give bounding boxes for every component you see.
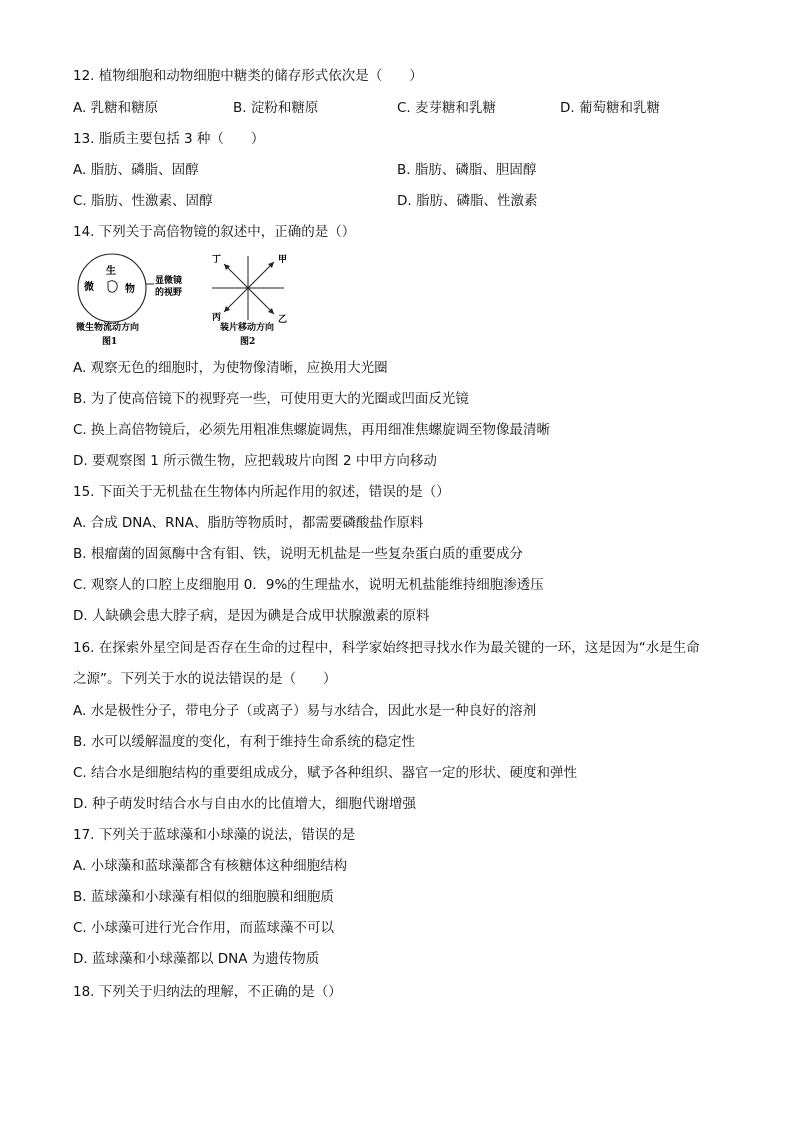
question-12-option-a: A. 乳糖和糖原 <box>73 100 159 116</box>
fig1-side-label-2: 的视野 <box>155 288 183 298</box>
question-16-stem-line-1: 16. 在探索外星空间是否存在生命的过程中，科学家始终把寻找水作为最关键的一环，这是因为“水是生命 <box>73 640 700 656</box>
fig2-label-jia: 甲 <box>278 255 288 265</box>
question-14-option-a: A. 观察无色的细胞时，为使物像清晰，应换用大光圈 <box>73 360 388 376</box>
question-16-option-b: B. 水可以缓解温度的变化，有利于维持生命系统的稳定性 <box>73 734 415 750</box>
fig2-label-bing: 丙 <box>212 313 222 323</box>
question-16-option-d: D. 种子萌发时结合水与自由水的比值增大，细胞代谢增强 <box>73 796 416 812</box>
question-13-option-a: A. 脂肪、磷脂、固醇 <box>73 162 199 178</box>
question-12-option-b: B. 淀粉和糖原 <box>233 100 319 116</box>
question-12-option-c: C. 麦芽糖和乳糖 <box>397 100 497 116</box>
microorganism-shape <box>108 281 117 292</box>
question-17-option-d: D. 蓝球藻和小球藻都以 DNA 为遗传物质 <box>73 951 320 967</box>
question-15-option-a: A. 合成 DNA、RNA、脂肪等物质时，都需要磷酸盐作原料 <box>73 515 424 531</box>
fig1-side-label-1: 显微镜 <box>155 276 183 286</box>
question-14-option-b: B. 为了使高倍镜下的视野亮一些，可使用更大的光圈或凹面反光镜 <box>73 391 469 407</box>
question-13-option-b: B. 脂肪、磷脂、胆固醇 <box>397 162 537 178</box>
fig1-char-sheng: 生 <box>106 266 116 277</box>
question-15-option-c: C. 观察人的口腔上皮细胞用 0．9%的生理盐水，说明无机盐能维持细胞渗透压 <box>73 577 544 593</box>
question-17-stem: 17. 下列关于蓝球藻和小球藻的说法，错误的是 <box>73 827 356 843</box>
question-14-option-c: C. 换上高倍物镜后，必须先用粗准焦螺旋调焦，再用细准焦螺旋调至物像最清晰 <box>73 422 551 438</box>
question-17-option-b: B. 蓝球藻和小球藻有相似的细胞膜和细胞质 <box>73 889 334 905</box>
fig1-caption: 微生物流动方向 <box>76 323 140 333</box>
question-15-option-d: D. 人缺碘会患大脖子病，是因为碘是合成甲状腺激素的原料 <box>73 608 430 624</box>
question-17-option-c: C. 小球藻可进行光合作用，而蓝球藻不可以 <box>73 920 335 936</box>
question-15-option-b: B. 根瘤菌的固氮酶中含有钼、铁，说明无机盐是一些复杂蛋白质的重要成分 <box>73 546 523 562</box>
microscope-figure <box>70 250 320 350</box>
question-14-option-d: D. 要观察图 1 所示微生物，应把载玻片向图 2 中甲方向移动 <box>73 453 437 469</box>
question-16-stem-line-2: 之源”。下列关于水的说法错误的是（ ） <box>73 671 337 687</box>
fig2-label-yi: 乙 <box>278 315 288 325</box>
fig1-char-wu: 物 <box>125 284 135 295</box>
question-16-option-c: C. 结合水是细胞结构的重要组成成分，赋予各种组织、器官一定的形状、硬度和弹性 <box>73 765 578 781</box>
question-17-option-a: A. 小球藻和蓝球藻都含有核糖体这种细胞结构 <box>73 858 348 874</box>
question-18-stem: 18. 下列关于归纳法的理解，不正确的是（） <box>73 984 342 1000</box>
fig1-char-wei: 微 <box>84 282 94 293</box>
fig2-name: 图2 <box>240 337 256 347</box>
question-12-stem: 12. 植物细胞和动物细胞中糖类的储存形式依次是（ ） <box>73 68 423 84</box>
question-13-option-d: D. 脂肪、磷脂、性激素 <box>397 193 538 209</box>
question-13-stem: 13. 脂质主要包括 3 种（ ） <box>73 131 265 147</box>
microscope-figure-svg <box>70 250 320 350</box>
fig2-caption: 装片移动方向 <box>220 323 275 333</box>
question-16-option-a: A. 水是极性分子，带电分子（或离子）易与水结合，因此水是一种良好的溶剂 <box>73 703 537 719</box>
fig2-label-ding: 丁 <box>212 255 222 265</box>
fig1-name: 图1 <box>102 337 118 347</box>
question-13-option-c: C. 脂肪、性激素、固醇 <box>73 193 213 209</box>
question-15-stem: 15. 下面关于无机盐在生物体内所起作用的叙述，错误的是（） <box>73 484 450 500</box>
question-12-option-d: D. 葡萄糖和乳糖 <box>560 100 660 116</box>
question-14-stem: 14. 下列关于高倍物镜的叙述中，正确的是（） <box>73 224 356 240</box>
